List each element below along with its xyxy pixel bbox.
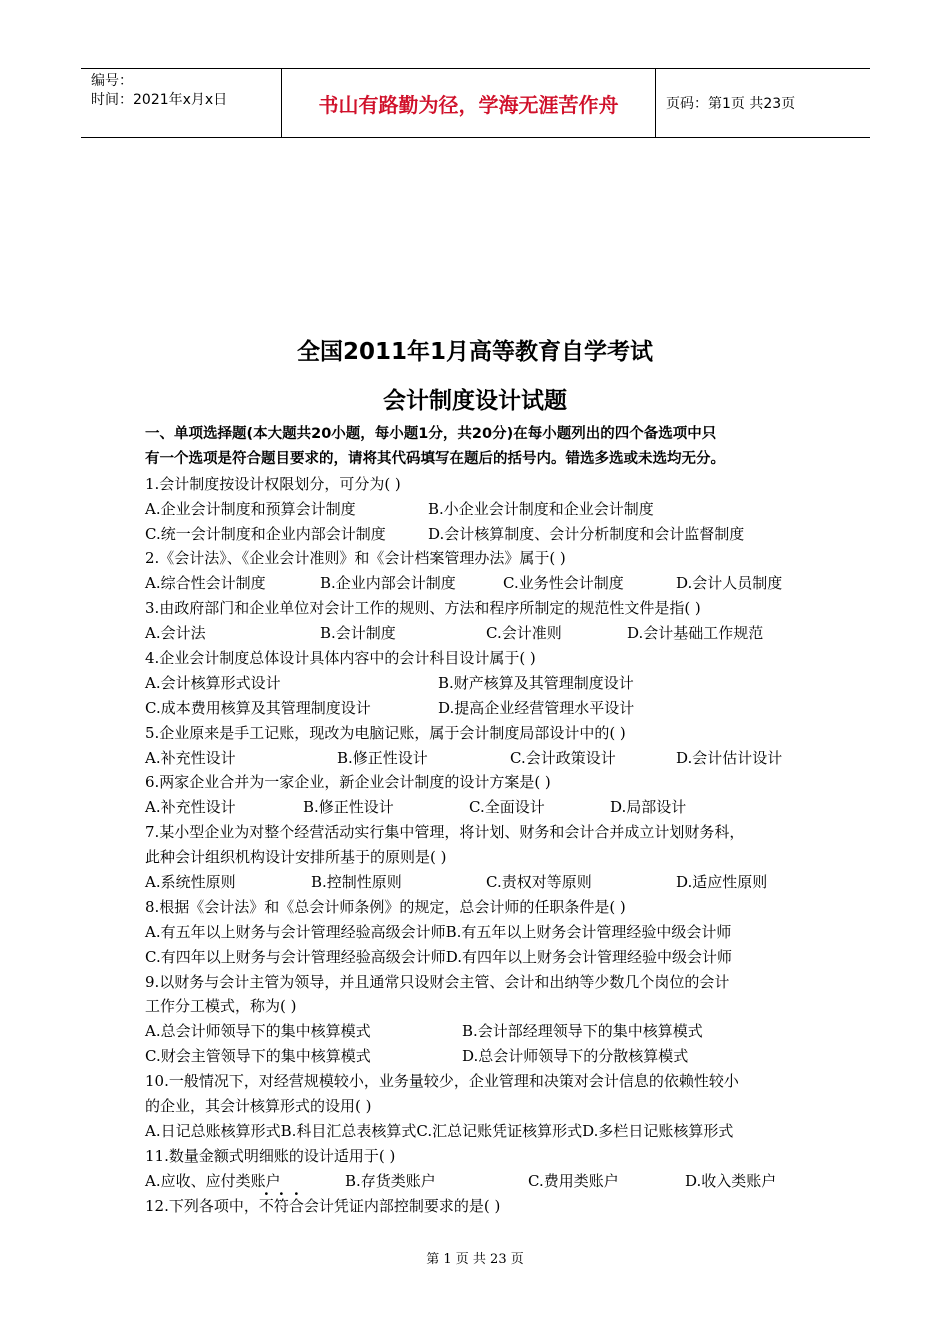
option: D.局部设计	[610, 798, 687, 817]
question-content	[145, 422, 825, 1219]
code-label: 编号：	[91, 73, 133, 89]
question-2: 2.《会计法》、《企业会计准则》和《会计档案管理办法》属于( )	[145, 549, 566, 568]
option: B.控制性原则	[311, 873, 402, 892]
option: B.存货类账户	[345, 1171, 436, 1190]
emphasis-char: 合	[288, 1196, 304, 1215]
emphasis-char: 不	[258, 1196, 274, 1215]
option: B.修正性设计	[303, 798, 394, 817]
header-table	[81, 68, 870, 138]
options-row	[145, 696, 825, 721]
option: C.会计政策设计	[510, 748, 616, 767]
motto: 书山有路勤为径，学海无涯苦作舟	[282, 69, 656, 137]
option: A.补充性设计	[145, 748, 236, 767]
question-12-pre: 12.下列各项中，	[145, 1196, 259, 1215]
question-4: 4.企业会计制度总体设计具体内容中的会计科目设计属于( )	[145, 649, 536, 668]
question-11: 11.数量金额式明细账的设计适用于( )	[145, 1146, 396, 1165]
option: C.业务性会计制度	[503, 574, 624, 593]
page-info: 页码：第1页 共23页	[666, 96, 796, 112]
option: A.总会计师领导下的集中核算模式	[145, 1022, 371, 1041]
options-row	[145, 746, 825, 771]
options-row	[145, 497, 825, 522]
option: C.汇总记账凭证核算形式	[416, 1121, 583, 1140]
section-intro-line: 一、单项选择题(本大题共20小题，每小题1分，共20分)在每小题列出的四个备选项中只	[145, 426, 717, 442]
option: B.小企业会计制度和企业会计制度	[428, 499, 654, 518]
option: A.会计法	[145, 624, 206, 643]
options-row	[145, 920, 825, 945]
question-6: 6.两家企业合并为一家企业，新企业会计制度的设计方案是( )	[145, 773, 551, 792]
question-9: 9.以财务与会计主管为领导，并且通常只设财会主管、会计和出纳等少数几个岗位的会计	[145, 972, 730, 991]
option: B.财产核算及其管理制度设计	[438, 673, 634, 692]
options-row	[145, 621, 825, 646]
option: D.总会计师领导下的分散核算模式	[462, 1047, 689, 1066]
options-row	[145, 870, 825, 895]
option: A.综合性会计制度	[145, 574, 266, 593]
options-row	[145, 671, 825, 696]
question-12	[145, 1194, 825, 1219]
section-intro-line: 有一个选项是符合题目要求的，请将其代码填写在题后的括号内。错选多选或未选均无分。	[145, 450, 725, 467]
option: D.多栏日记账核算形式	[582, 1121, 734, 1140]
option: A.有五年以上财务与会计管理经验高级会计师	[145, 922, 446, 941]
question-8: 8.根据《会计法》和《总会计师条例》的规定，总会计师的任职条件是( )	[145, 897, 626, 916]
option: B.会计制度	[320, 624, 396, 643]
question-12-post: 会计凭证内部控制要求的是( )	[303, 1196, 501, 1215]
option: A.应收、应付类账户	[145, 1171, 281, 1190]
emphasis-dotted-text	[259, 1197, 304, 1215]
header-meta-cell	[81, 69, 282, 137]
question-7-cont: 此种会计组织机构设计安排所基于的原则是( )	[145, 848, 447, 867]
option: C.有四年以上财务与会计管理经验高级会计师	[145, 947, 446, 966]
question-10: 10.一般情况下，对经营规模较小，业务量较少，企业管理和决策对会计信息的依赖性较小	[145, 1072, 739, 1091]
option: A.企业会计制度和预算会计制度	[145, 499, 356, 518]
option: C.成本费用核算及其管理制度设计	[145, 698, 371, 717]
option: A.日记总账核算形式	[145, 1121, 281, 1140]
options-row	[145, 522, 825, 547]
option: D.会计估计设计	[676, 748, 783, 767]
exam-title: 全国2011年1月高等教育自学考试	[296, 339, 654, 365]
option: D.适应性原则	[676, 873, 768, 892]
question-10-cont: 的企业，其会计核算形式的设用( )	[145, 1097, 372, 1116]
options-row	[145, 1119, 825, 1144]
question-3: 3.由政府部门和企业单位对会计工作的规则、方法和程序所制定的规范性文件是指( )	[145, 599, 701, 618]
option: A.会计核算形式设计	[145, 673, 281, 692]
option: C.统一会计制度和企业内部会计制度	[145, 524, 386, 543]
options-row	[145, 795, 825, 820]
option: D.有四年以上财务会计管理经验中级会计师	[445, 947, 732, 966]
option: D.会计基础工作规范	[627, 624, 764, 643]
option: C.责权对等原则	[486, 873, 592, 892]
option: B.有五年以上财务会计管理经验中级会计师	[445, 922, 732, 941]
option: C.全面设计	[469, 798, 545, 817]
option: D.提高企业经营管理水平设计	[438, 698, 635, 717]
options-row	[145, 1019, 825, 1044]
emphasis-char: 符	[273, 1196, 289, 1215]
option: B.会计部经理领导下的集中核算模式	[462, 1022, 703, 1041]
option: A.系统性原则	[145, 873, 236, 892]
options-row	[145, 571, 825, 596]
page-footer: 第 1 页 共 23 页	[426, 1252, 524, 1267]
option: D.收入类账户	[685, 1171, 777, 1190]
option: B.科目汇总表核算式	[280, 1121, 417, 1140]
options-row	[145, 945, 825, 970]
option: B.企业内部会计制度	[320, 574, 456, 593]
option: D.会计核算制度、会计分析制度和会计监督制度	[428, 524, 745, 543]
exam-subtitle: 会计制度设计试题	[383, 388, 567, 414]
option: C.会计准则	[486, 624, 562, 643]
option: D.会计人员制度	[676, 574, 783, 593]
option: A.补充性设计	[145, 798, 236, 817]
question-7: 7.某小型企业为对整个经营活动实行集中管理，将计划、财务和会计合并成立计划财务科，	[145, 823, 745, 842]
question-9-cont: 工作分工模式，称为( )	[145, 997, 297, 1016]
options-row	[145, 1044, 825, 1069]
option: B.修正性设计	[337, 748, 428, 767]
date-label: 时间：2021年x月x日	[91, 92, 228, 108]
options-row	[145, 1169, 825, 1194]
question-1: 1.会计制度按设计权限划分，可分为( )	[145, 474, 401, 493]
option: C.财会主管领导下的集中核算模式	[145, 1047, 371, 1066]
option: C.费用类账户	[528, 1171, 619, 1190]
question-5: 5.企业原来是手工记账，现改为电脑记账，属于会计制度局部设计中的( )	[145, 723, 626, 742]
